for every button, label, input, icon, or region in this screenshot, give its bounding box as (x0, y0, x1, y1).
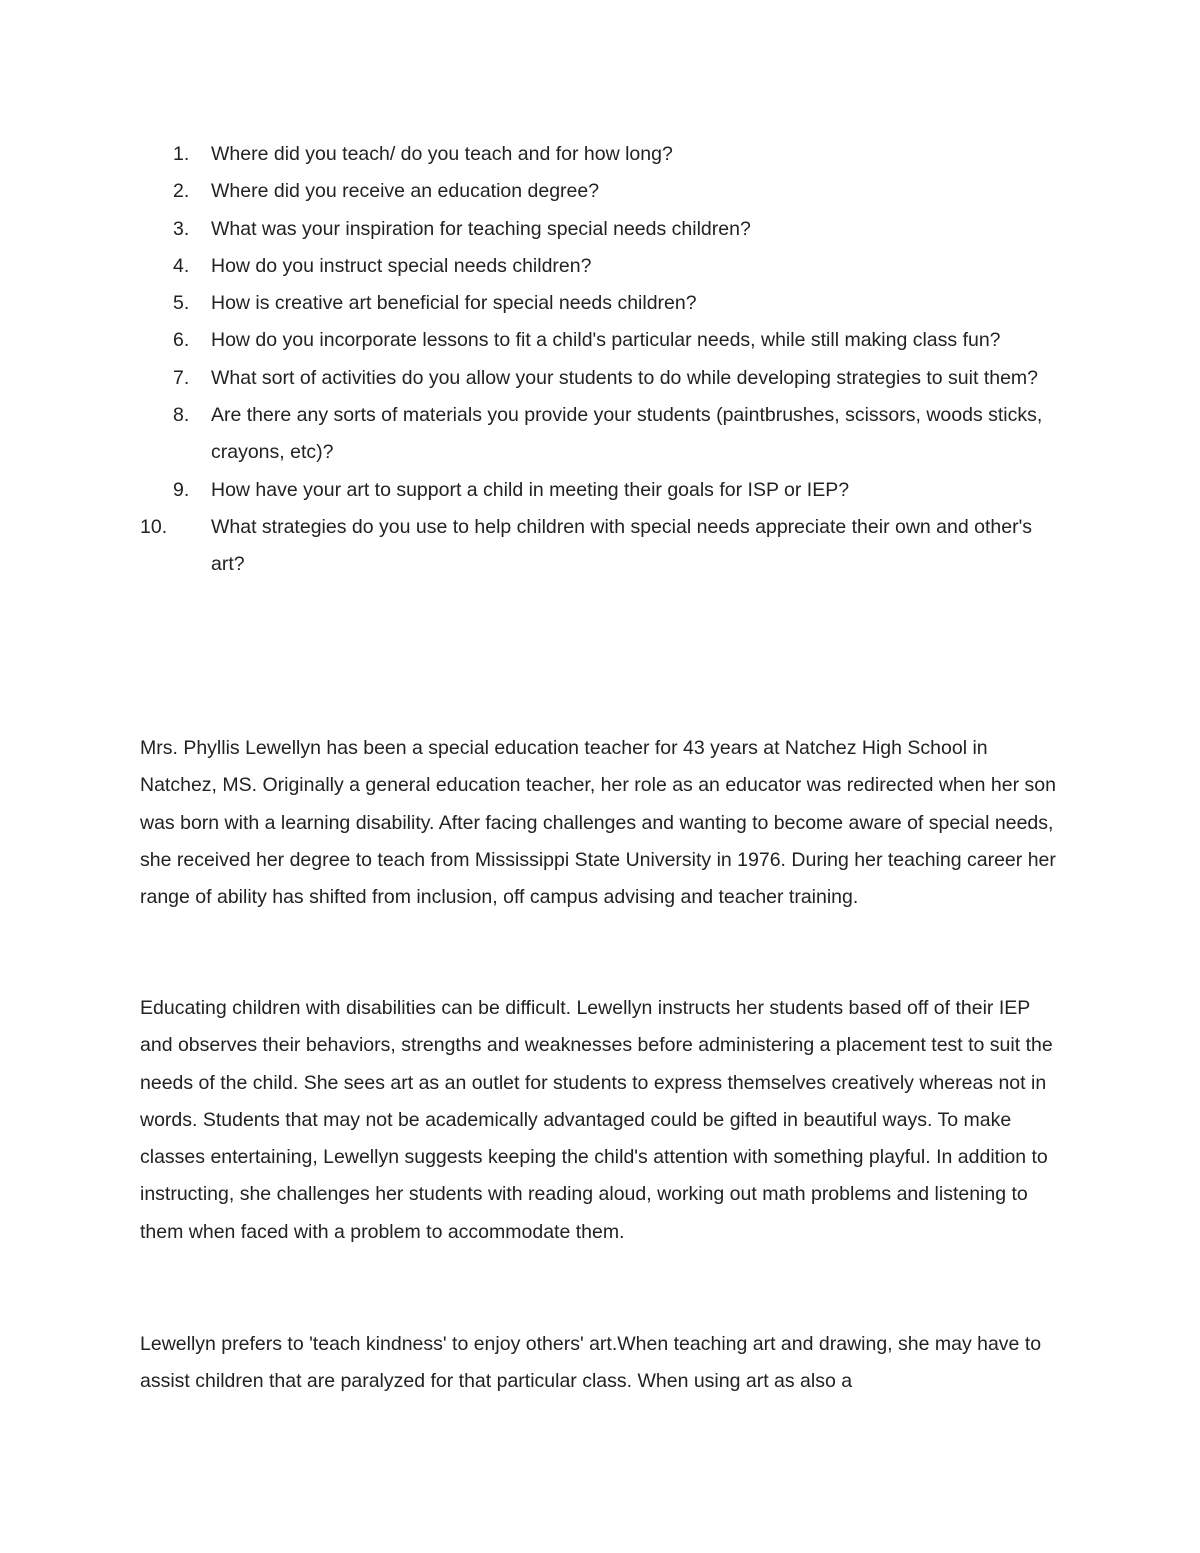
question-text: How do you incorporate lessons to fit a child's particular needs, while still making class fun? (211, 329, 1001, 352)
question-number: 1. (173, 143, 190, 165)
question-item (140, 360, 1070, 397)
question-item (140, 472, 1070, 509)
question-item (140, 173, 1070, 210)
question-number: 3. (173, 217, 190, 240)
question-text: What strategies do you use to help children with special needs appreciate their own and other's art? (211, 515, 1033, 576)
question-item (140, 509, 1070, 584)
question-item (140, 136, 1070, 173)
paragraph-teaching-methods: Educating children with disabilities can be difficult. Lewellyn instructs her students based off of their IEP and observes their behaviors, strengths and weaknesses before administering a placement test to suit the needs of the child. She sees art as an outlet for students to express themselves creatively whereas not in words. Students that may not be academically advantaged could be gifted in beautiful ways. To make classes entertaining, Lewellyn suggests keeping the child's attention with something playful. In addition to instructing, she challenges her students with reading aloud, working out math problems and listening to them when faced with a problem to accommodate them. (140, 997, 1053, 1243)
question-text: What sort of activities do you allow your students to do while developing strategies to suit them? (211, 366, 1039, 389)
interview-questions-list (140, 136, 1070, 584)
question-text: Where did you receive an education degree? (211, 180, 600, 203)
question-text: Where did you teach/ do you teach and for how long? (211, 143, 673, 165)
question-text: How have your art to support a child in meeting their goals for ISP or IEP? (211, 478, 850, 501)
question-text: Are there any sorts of materials you provide your students (paintbrushes, scissors, woods sticks, crayons, etc)? (211, 404, 1043, 464)
question-text: How is creative art beneficial for special needs children? (211, 292, 697, 315)
question-text: What was your inspiration for teaching special needs children? (211, 217, 751, 240)
question-number: 10. (140, 515, 168, 538)
question-item (140, 397, 1070, 472)
question-number: 4. (173, 254, 190, 277)
question-number: 9. (173, 478, 190, 501)
question-number: 6. (173, 329, 190, 352)
question-number: 8. (173, 404, 190, 427)
question-number: 5. (173, 292, 190, 315)
question-item (140, 211, 1070, 248)
question-number: 7. (173, 366, 190, 389)
question-item (140, 285, 1070, 322)
paragraph-background: Mrs. Phyllis Lewellyn has been a special education teacher for 43 years at Natchez High School in Natchez, MS. Originally a general education teacher, her role as an educator was redirected when her son was born with a learning disability. After facing challenges and wanting to become aware of special needs, she received her degree to teach from Mississippi State University in 1976. During her teaching career her range of ability has shifted from inclusion, off campus advising and teacher training. (140, 737, 1056, 909)
question-item (140, 322, 1070, 359)
question-item (140, 248, 1070, 285)
paragraph-art-appreciation: Lewellyn prefers to 'teach kindness' to enjoy others' art.When teaching art and drawing, she may have to assist children that are paralyzed for that particular class. When using art as also a (140, 1333, 1042, 1393)
question-number: 2. (173, 180, 190, 203)
question-text: How do you instruct special needs children? (211, 254, 592, 277)
